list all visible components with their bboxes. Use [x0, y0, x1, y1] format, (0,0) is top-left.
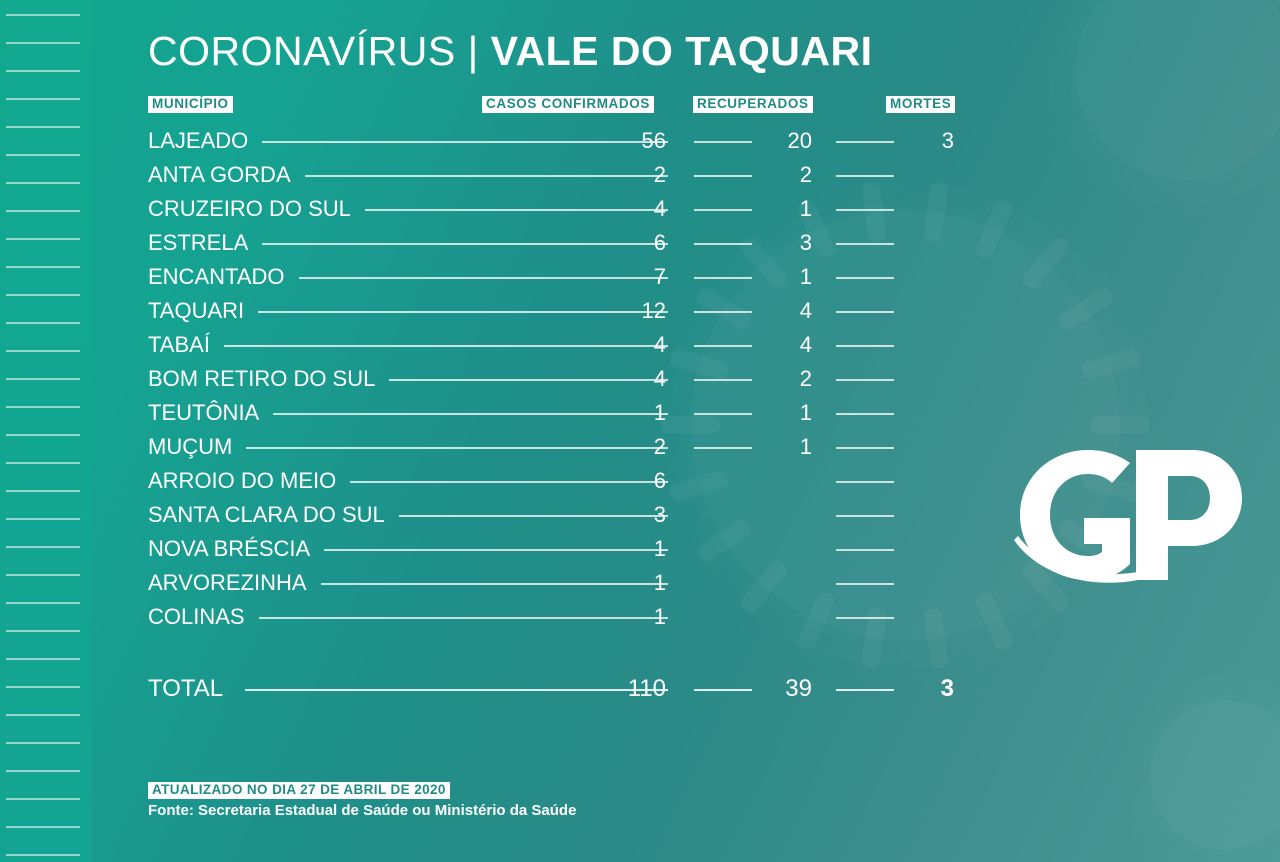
row-casos: 1	[653, 570, 666, 595]
row-recuperados: 3	[799, 230, 812, 255]
row-casos: 4	[653, 332, 666, 357]
total-casos: 110	[627, 675, 666, 702]
row-city: ESTRELA	[148, 230, 249, 255]
row-city: NOVA BRÉSCIA	[148, 536, 311, 561]
leader-line	[694, 209, 752, 211]
table-row	[0, 160, 1000, 194]
row-city: LAJEADO	[148, 128, 249, 153]
source-note: Fonte: Secretaria Estadual de Saúde ou Ministério da Saúde	[148, 802, 577, 819]
table-row	[0, 568, 1000, 602]
table-row	[0, 126, 1000, 160]
table-row	[0, 398, 1000, 432]
row-recuperados: 1	[799, 434, 812, 459]
virus-spike-icon	[660, 416, 720, 434]
table-row	[0, 466, 1000, 500]
title-primary: CORONAVÍRUS	[148, 28, 456, 74]
leader-line	[836, 689, 894, 691]
row-casos: 7	[653, 264, 666, 289]
leader-line	[694, 379, 752, 381]
virus-spike-icon	[1090, 416, 1150, 434]
table-row-total	[0, 672, 1000, 712]
leader-line	[694, 277, 752, 279]
leader-line	[836, 379, 894, 381]
row-city: COLINAS	[148, 604, 245, 629]
title-secondary: VALE DO TAQUARI	[490, 28, 873, 74]
row-recuperados: 4	[799, 298, 812, 323]
leader-line	[694, 175, 752, 177]
row-casos: 2	[653, 162, 666, 187]
leader-line	[694, 345, 752, 347]
leader-line	[836, 413, 894, 415]
leader-line	[836, 515, 894, 517]
table-row	[0, 364, 1000, 398]
leader-line	[836, 481, 894, 483]
row-city: TABAÍ	[148, 332, 210, 357]
row-casos: 4	[653, 366, 666, 391]
row-recuperados: 1	[799, 400, 812, 425]
table-row	[0, 262, 1000, 296]
row-city: BOM RETIRO DO SUL	[148, 366, 376, 391]
leader-line	[836, 549, 894, 551]
row-city: TEUTÔNIA	[148, 400, 260, 425]
gp-logo-icon	[1010, 440, 1260, 590]
row-casos: 6	[653, 468, 666, 493]
column-header-mortes: MORTES	[886, 96, 955, 113]
leader-line	[836, 345, 894, 347]
leader-line	[836, 141, 894, 143]
data-table-body	[0, 126, 1000, 636]
table-row	[0, 602, 1000, 636]
total-mortes: 3	[940, 675, 954, 702]
row-city: ARVOREZINHA	[148, 570, 307, 595]
row-casos: 4	[653, 196, 666, 221]
total-label: TOTAL	[148, 675, 224, 702]
leader-line	[836, 277, 894, 279]
row-casos: 56	[641, 128, 666, 153]
row-casos: 3	[653, 502, 666, 527]
table-row	[0, 432, 1000, 466]
column-header-recuperados: RECUPERADOS	[693, 96, 813, 113]
row-recuperados: 1	[799, 264, 812, 289]
row-casos: 6	[653, 230, 666, 255]
last-updated-badge: ATUALIZADO NO DIA 27 DE ABRIL DE 2020	[148, 782, 450, 799]
column-header-casos-confirmados: CASOS CONFIRMADOS	[482, 96, 654, 113]
row-mortes: 3	[941, 128, 954, 153]
table-row	[0, 500, 1000, 534]
row-casos: 1	[653, 604, 666, 629]
row-casos: 1	[653, 536, 666, 561]
row-casos: 1	[653, 400, 666, 425]
row-city: ENCANTADO	[148, 264, 285, 289]
table-row	[0, 194, 1000, 228]
leader-line	[836, 311, 894, 313]
row-casos: 12	[641, 298, 666, 323]
row-city: TAQUARI	[148, 298, 245, 323]
column-header-municipio: MUNICÍPIO	[148, 96, 233, 113]
row-casos: 2	[653, 434, 666, 459]
table-row	[0, 534, 1000, 568]
leader-line	[836, 243, 894, 245]
row-recuperados: 1	[799, 196, 812, 221]
table-row	[0, 330, 1000, 364]
page-title	[148, 28, 872, 75]
leader-line	[694, 141, 752, 143]
leader-line	[694, 413, 752, 415]
leader-line	[694, 447, 752, 449]
row-recuperados: 2	[799, 162, 812, 187]
leader-line	[836, 447, 894, 449]
leader-line	[836, 583, 894, 585]
leader-line	[836, 175, 894, 177]
row-recuperados: 20	[787, 128, 812, 153]
row-city: SANTA CLARA DO SUL	[148, 502, 385, 527]
row-city: ANTA GORDA	[148, 162, 291, 187]
row-city: ARROIO DO MEIO	[148, 468, 337, 493]
row-city: CRUZEIRO DO SUL	[148, 196, 351, 221]
table-row	[0, 296, 1000, 330]
total-recuperados: 39	[785, 675, 812, 702]
title-separator: |	[455, 28, 491, 74]
row-recuperados: 4	[799, 332, 812, 357]
table-row	[0, 228, 1000, 262]
row-recuperados: 2	[799, 366, 812, 391]
row-city: MUÇUM	[148, 434, 233, 459]
leader-line	[694, 689, 752, 691]
